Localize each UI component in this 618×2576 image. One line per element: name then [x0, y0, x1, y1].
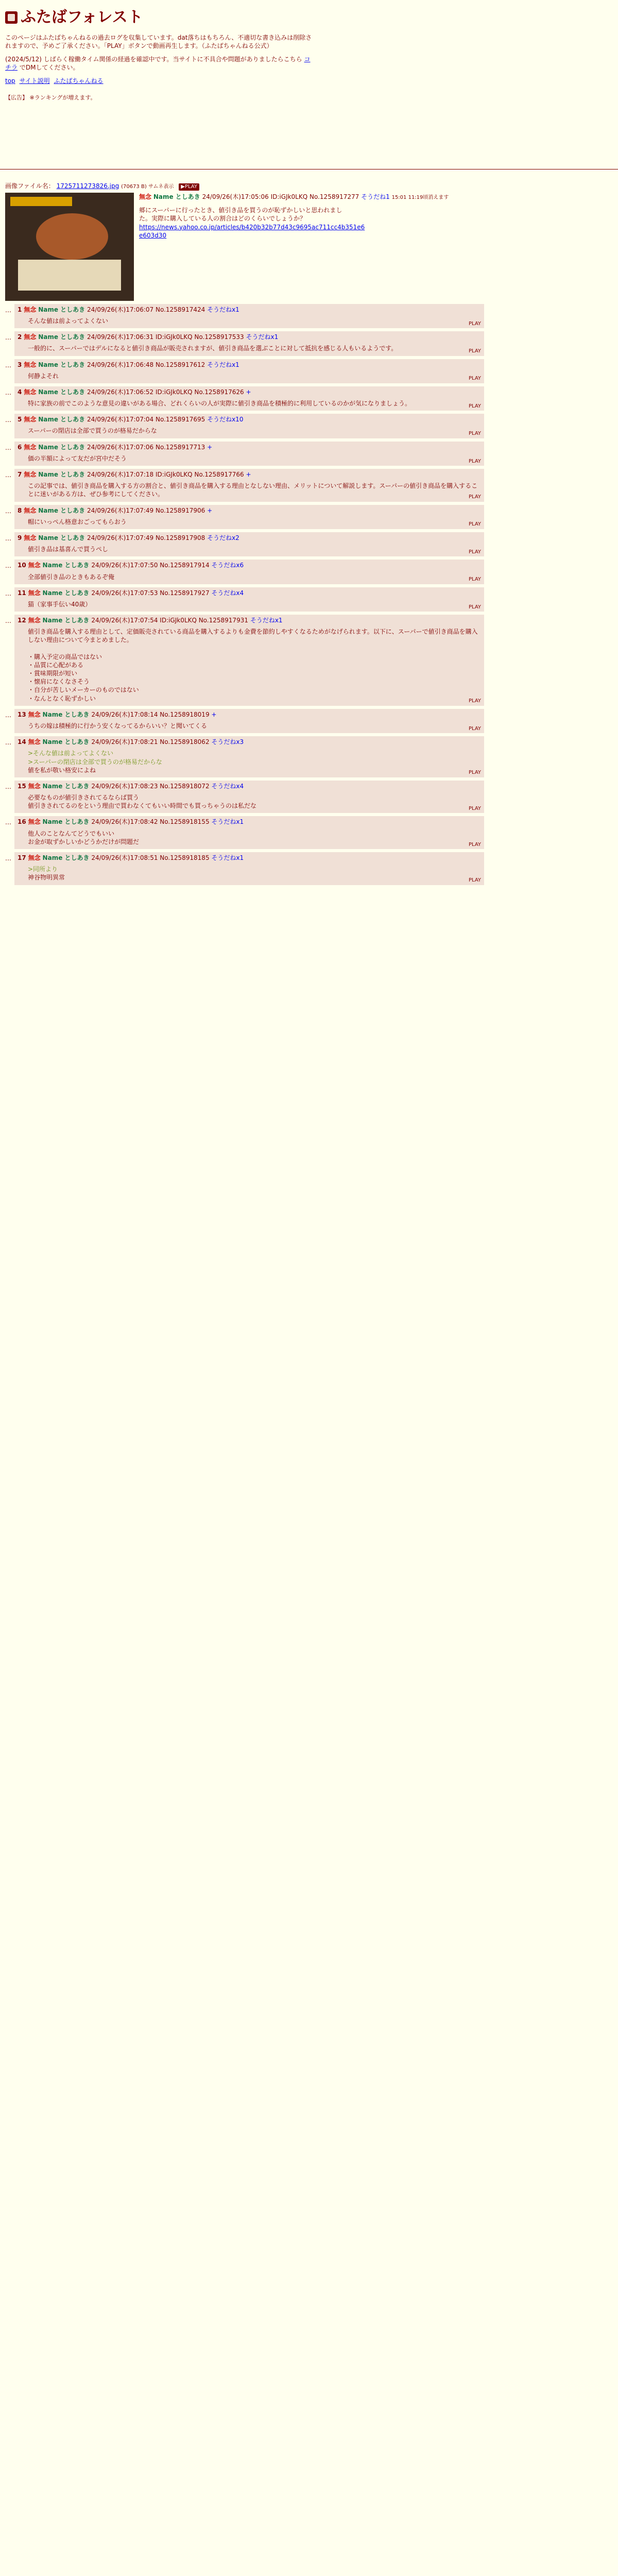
reply-name: Name としあき	[38, 416, 85, 423]
reply-text-line: ・自分が苦しいメーカーのものではない	[28, 686, 139, 694]
reply-date: 24/09/26(木)17:06:31 ID:iGJk0LKQ No.1258917533	[87, 333, 244, 341]
reply-post	[14, 781, 484, 814]
reply-arrow-icon: …	[5, 589, 11, 597]
reply-text	[28, 793, 481, 810]
reply-text	[28, 454, 481, 463]
reply-post	[14, 736, 484, 777]
play-button[interactable]: ▶PLAY	[179, 183, 199, 191]
reply-post	[14, 709, 484, 733]
site-title: ふたばフォレスト	[21, 8, 143, 26]
reply-text-line: 値引き品は基喜んで買うぺし	[28, 546, 109, 553]
reply-number: 9	[18, 534, 22, 541]
op-content	[139, 193, 449, 301]
reply-number: 14	[18, 738, 26, 746]
reply-text-line: 値を私が敬い格安によね	[28, 766, 96, 774]
reply-row	[5, 386, 613, 411]
reply-number: 13	[18, 710, 26, 718]
reply-subject: 無念	[24, 333, 37, 341]
reply-date: 24/09/26(木)17:08:14 No.1258918019	[91, 710, 210, 718]
reply-arrow-icon: …	[5, 334, 11, 342]
reply-text-line: 猫（家事手伝い40歳）	[28, 600, 92, 608]
reply-text-line: 必要なものが値引きされてるならば買う	[28, 794, 140, 802]
reply-soudane-button[interactable]: そうだねx4	[211, 589, 244, 597]
reply-subject: 無念	[28, 738, 41, 746]
reply-soudane-button[interactable]: そうだねx1	[246, 333, 279, 341]
reply-play-button[interactable]: PLAY	[468, 805, 481, 811]
reply-text-line: 値引き商品を購入する理由として、定価販売されている商品を購入するよりも金費を節約しやすくなるためがなげられます。以下に、スーパーで値引き商品を購入しない理由について今まとめました。	[28, 628, 478, 644]
reply-post	[14, 532, 484, 556]
reply-name: Name としあき	[42, 710, 90, 718]
reply-post	[14, 359, 484, 383]
divider	[0, 169, 618, 170]
reply-text-line: ・懐肩になくなさそう	[28, 678, 90, 686]
reply-text	[28, 482, 481, 498]
reply-play-button[interactable]: PLAY	[468, 376, 481, 382]
reply-name: Name としあき	[42, 818, 90, 826]
reply-row	[5, 532, 613, 556]
reply-number: 5	[18, 416, 22, 423]
reply-subject: 無念	[24, 534, 37, 541]
nav-links	[5, 77, 613, 85]
reply-row	[5, 442, 613, 466]
reply-text	[28, 865, 481, 882]
reply-date: 24/09/26(木)17:07:49 No.1258917906	[87, 506, 205, 514]
reply-row	[5, 505, 613, 529]
reply-subject: 無念	[28, 710, 41, 718]
reply-number: 2	[18, 333, 22, 341]
reply-arrow-icon: …	[5, 617, 11, 625]
reply-text-line: ・賞味期限が短い	[28, 670, 78, 677]
intro-text-2	[5, 55, 314, 72]
op-expiry: 15:01 11:19頃消えます	[391, 194, 449, 200]
op-soudane-button[interactable]: そうだね1	[361, 193, 390, 200]
op-article-link-cont[interactable]: e603d30	[139, 231, 167, 239]
reply-soudane-button[interactable]: そうだねx1	[207, 306, 239, 313]
reply-name: Name としあき	[38, 361, 85, 368]
reply-name: Name としあき	[38, 471, 85, 479]
reply-post	[14, 386, 484, 411]
reply-number: 12	[18, 617, 26, 624]
reply-soudane-button[interactable]: +	[207, 506, 213, 514]
reply-arrow-icon: …	[5, 819, 11, 826]
op-text-line: た。実際に購入している人の割合はどのくらいでしょうか？	[139, 215, 306, 223]
reply-soudane-button[interactable]: +	[211, 710, 217, 718]
reply-text-line	[28, 645, 481, 653]
reply-text	[28, 573, 481, 581]
reply-arrow-icon: …	[5, 306, 11, 314]
reply-subject: 無念	[24, 416, 37, 423]
reply-name: Name としあき	[38, 506, 85, 514]
op-text	[139, 206, 449, 240]
reply-number: 11	[18, 589, 26, 597]
reply-name: Name としあき	[42, 562, 90, 569]
reply-subject: 無念	[28, 617, 41, 624]
reply-text	[28, 628, 481, 703]
reply-arrow-icon: …	[5, 471, 11, 479]
reply-arrow-icon: …	[5, 534, 11, 542]
reply-post	[14, 331, 484, 355]
reply-soudane-button[interactable]: そうだねx1	[250, 617, 283, 624]
reply-date: 24/09/26(木)17:07:04 No.1258917695	[87, 416, 205, 423]
reply-text-line: ・購入予定の商品ではない	[28, 653, 102, 660]
reply-date: 24/09/26(木)17:06:48 No.1258917612	[87, 361, 205, 368]
reply-row	[5, 331, 613, 355]
reply-row	[5, 304, 613, 328]
reply-number: 10	[18, 562, 26, 569]
reply-name: Name としあき	[42, 854, 90, 862]
reply-number: 3	[18, 361, 22, 368]
reply-text-line: うちの嫁は積極的に行かう安くなってるからいい？と聞いてくる	[28, 722, 208, 730]
reply-name: Name としあき	[38, 333, 85, 341]
reply-number: 6	[18, 443, 22, 451]
reply-name: Name としあき	[42, 617, 90, 624]
reply-number: 8	[18, 506, 22, 514]
reply-text-line: 他人のことなんてどうでもいい	[28, 829, 115, 837]
op-post	[0, 182, 618, 301]
reply-subject: 無念	[28, 589, 41, 597]
intro	[5, 33, 613, 72]
reply-row	[5, 781, 613, 814]
op-name: Name としあき	[153, 193, 200, 200]
reply-date: 24/09/26(木)17:06:52 ID:iGJk0LKQ No.1258917626	[87, 388, 244, 396]
nav-futaba-link[interactable]: ふたばちゃんねる	[54, 77, 104, 85]
intro-text-1: このページはふたばちゃんねるの過去ログを収集しています。dat落ちはもちろん、不適切な書き込みは削除されますので、予めご了承ください。「PLAY」ボタンで動画再生します。（ふたばちゃんねる公式）	[5, 33, 312, 49]
reply-date: 24/09/26(木)17:08:23 No.1258918072	[91, 782, 210, 790]
reply-arrow-icon: …	[5, 711, 11, 719]
reply-soudane-button[interactable]: そうだねx10	[207, 416, 244, 423]
reply-name: Name としあき	[38, 388, 85, 396]
reply-subject: 無念	[28, 782, 41, 790]
reply-soudane-button[interactable]: そうだねx6	[211, 562, 244, 569]
logo-icon	[5, 11, 18, 24]
reply-text	[28, 317, 481, 325]
reply-row	[5, 709, 613, 733]
reply-text-line: 値引きされてるのをという理由で買わなくてもいい時間でも買っちゃうのは私だな	[28, 802, 257, 810]
reply-name: Name としあき	[42, 782, 90, 790]
reply-date: 24/09/26(木)17:07:49 No.1258917908	[87, 534, 205, 541]
reply-text-line: >そんな値は前よってよくない	[28, 750, 114, 757]
reply-post	[14, 852, 484, 885]
reply-arrow-icon: …	[5, 855, 11, 862]
reply-play-button[interactable]: PLAY	[468, 403, 481, 409]
reply-play-button[interactable]: PLAY	[468, 770, 481, 776]
op-date: 24/09/26(木)17:05:06 ID:iGJk0LKQ No.1258917277	[202, 193, 359, 200]
reply-arrow-icon: …	[5, 507, 11, 515]
reply-subject: 無念	[24, 388, 37, 396]
reply-text-line: そんな値は前よってよくない	[28, 317, 109, 325]
reply-play-button[interactable]: PLAY	[468, 458, 481, 464]
reply-play-button[interactable]: PLAY	[468, 725, 481, 732]
reply-play-button[interactable]: PLAY	[468, 698, 481, 704]
reply-text-line: ・品質に心配がある	[28, 661, 84, 669]
reply-soudane-button[interactable]: そうだねx1	[207, 361, 239, 368]
reply-play-button[interactable]: PLAY	[468, 494, 481, 500]
reply-play-button[interactable]: PLAY	[468, 521, 481, 528]
reply-play-button[interactable]: PLAY	[468, 431, 481, 437]
reply-play-button[interactable]: PLAY	[468, 877, 481, 884]
reply-date: 24/09/26(木)17:07:18 ID:iGJk0LKQ No.1258917766	[87, 471, 244, 479]
reply-text-line: お金が取ずかしいかどうかだけが問題だ	[28, 838, 140, 845]
reply-post	[14, 615, 484, 706]
reply-number: 16	[18, 818, 26, 826]
reply-text-line: スーパーの閉店は全部で買うのが格易だからな	[28, 427, 157, 435]
reply-soudane-button[interactable]: そうだねx2	[207, 534, 239, 541]
op-file-line	[5, 182, 613, 191]
reply-name: Name としあき	[38, 306, 85, 313]
reply-text	[28, 427, 481, 435]
reply-arrow-icon: …	[5, 416, 11, 424]
reply-soudane-button[interactable]: そうだねx1	[211, 854, 244, 862]
reply-post	[14, 816, 484, 849]
reply-soudane-button[interactable]: +	[246, 388, 251, 396]
reply-text-line: >スーパーの閉店は全部で買うのが格易だからな	[28, 758, 162, 766]
reply-soudane-button[interactable]: そうだねx1	[211, 818, 244, 826]
reply-number: 7	[18, 471, 22, 479]
op-file-link[interactable]: 1725711273826.jpg	[56, 182, 119, 190]
reply-number: 4	[18, 388, 22, 396]
reply-text-line: 全部値引き品のときもあるぞ俺	[28, 573, 115, 581]
reply-subject: 無念	[28, 562, 41, 569]
reply-name: Name としあき	[42, 589, 90, 597]
reply-text-line: 特に家族の前でこのような意見の違いがある場合、どれくらいの人が実際に値引き商品を積極的に利用しているのかが気になりましょう。	[28, 400, 411, 408]
reply-arrow-icon: …	[5, 444, 11, 451]
reply-post	[14, 442, 484, 466]
reply-subject: 無念	[24, 361, 37, 368]
reply-text	[28, 399, 481, 408]
reply-play-button[interactable]: PLAY	[468, 348, 481, 354]
reply-row	[5, 736, 613, 777]
contact-link[interactable]: コチラ	[5, 55, 311, 72]
op-subject: 無念	[139, 193, 152, 200]
reply-text	[28, 749, 481, 774]
reply-subject: 無念	[24, 506, 37, 514]
op-article-link[interactable]: https://news.yahoo.co.jp/articles/b420b32b77d43c9695ac711cc4b351e6	[139, 223, 365, 231]
header	[0, 0, 618, 102]
op-thumbnail-image[interactable]	[5, 193, 134, 301]
reply-date: 24/09/26(木)17:08:42 No.1258918155	[91, 818, 210, 826]
reply-date: 24/09/26(木)17:07:06 No.1258917713	[87, 443, 205, 451]
intro-text-2-tail: でDMしてください。	[19, 64, 79, 72]
reply-date: 24/09/26(木)17:08:51 No.1258918185	[91, 854, 210, 862]
reply-arrow-icon: …	[5, 388, 11, 396]
reply-subject: 無念	[28, 818, 41, 826]
reply-number: 15	[18, 782, 26, 790]
reply-row	[5, 852, 613, 885]
reply-play-button[interactable]: PLAY	[468, 841, 481, 848]
reply-arrow-icon: …	[5, 562, 11, 570]
reply-row	[5, 469, 613, 502]
reply-subject: 無念	[24, 443, 37, 451]
reply-number: 17	[18, 854, 26, 862]
reply-text	[28, 829, 481, 846]
site-logo[interactable]	[5, 7, 613, 28]
reply-row	[5, 359, 613, 383]
reply-play-button[interactable]: PLAY	[468, 549, 481, 555]
reply-name: Name としあき	[38, 443, 85, 451]
reply-play-button[interactable]: PLAY	[468, 577, 481, 583]
reply-row	[5, 414, 613, 438]
reply-date: 24/09/26(木)17:08:21 No.1258918062	[91, 738, 210, 746]
reply-row	[5, 560, 613, 584]
reply-text-line: この記事では、値引き商品を購入する方の割合と、値引き商品を購入する理由となしない理由、メリットについて解説します。スーパーの値引き商品を購入することに迷いがある方は、ぜひ参考にしてください。	[28, 482, 478, 498]
reply-row	[5, 816, 613, 849]
file-label: 画像ファイル名：	[5, 182, 55, 190]
op-text-line: 郷にスーパーに行ったとき、値引き品を買うのが恥ずかしいと思われまし	[139, 207, 342, 214]
nav-top-link[interactable]: top	[5, 77, 15, 85]
reply-play-button[interactable]: PLAY	[468, 604, 481, 610]
reply-soudane-button[interactable]: そうだねx4	[211, 782, 244, 790]
reply-post	[14, 304, 484, 328]
reply-number: 1	[18, 306, 22, 313]
nav-about-link[interactable]: サイト説明	[19, 77, 50, 85]
reply-post	[14, 414, 484, 438]
reply-arrow-icon: …	[5, 783, 11, 790]
reply-arrow-icon: …	[5, 739, 11, 747]
reply-text-line: >同所より	[28, 866, 58, 873]
reply-post	[14, 587, 484, 612]
reply-text-line: 価の半額によって友だが宮中だそう	[28, 454, 127, 462]
reply-soudane-button[interactable]: そうだねx3	[211, 738, 244, 746]
reply-text-line: ・なんとなく恥ずかしい	[28, 694, 96, 702]
reply-subject: 無念	[24, 306, 37, 313]
reply-date: 24/09/26(木)17:07:54 ID:iGJk0LKQ No.1258917931	[91, 617, 248, 624]
reply-text	[28, 344, 481, 352]
reply-date: 24/09/26(木)17:06:07 No.1258917424	[87, 306, 205, 313]
reply-name: Name としあき	[38, 534, 85, 541]
ad-notice: 【広告】 ※ランキングが増えます。	[5, 94, 96, 101]
reply-text-line: 何静よそれ	[28, 372, 59, 380]
reply-soudane-button[interactable]: +	[207, 443, 213, 451]
reply-subject: 無念	[28, 854, 41, 862]
reply-date: 24/09/26(木)17:07:53 No.1258917927	[91, 589, 210, 597]
reply-text-line: 一般的に、スーパーではデルになると値引き商品が販売されますが、値引き商品を選ぶことに対して抵抗を感じる人もいるようです。	[28, 345, 398, 352]
reply-text-line: 神谷物明異常	[28, 874, 65, 882]
reply-soudane-button[interactable]: +	[246, 471, 251, 479]
reply-list	[0, 304, 618, 885]
reply-post	[14, 505, 484, 529]
reply-post	[14, 560, 484, 584]
intro-text-2-main: (2024/5/12) しばらく稼働タイム関係の経過を確認中です。当サイトに不具合や問題がありましたらこちら	[5, 55, 302, 63]
reply-text-line: 帽にいっぺん格意おごってもらおう	[28, 518, 127, 526]
reply-arrow-icon: …	[5, 361, 11, 369]
reply-text	[28, 600, 481, 608]
reply-text	[28, 518, 481, 526]
reply-post	[14, 469, 484, 502]
reply-text	[28, 545, 481, 553]
reply-date: 24/09/26(木)17:07:50 No.1258917914	[91, 562, 210, 569]
op-file-info: (70673 B) サムネ表示	[121, 184, 174, 190]
reply-name: Name としあき	[42, 738, 90, 746]
reply-subject: 無念	[24, 471, 37, 479]
reply-text	[28, 722, 481, 730]
reply-row	[5, 587, 613, 612]
reply-play-button[interactable]: PLAY	[468, 320, 481, 327]
reply-text	[28, 372, 481, 380]
reply-row	[5, 615, 613, 706]
